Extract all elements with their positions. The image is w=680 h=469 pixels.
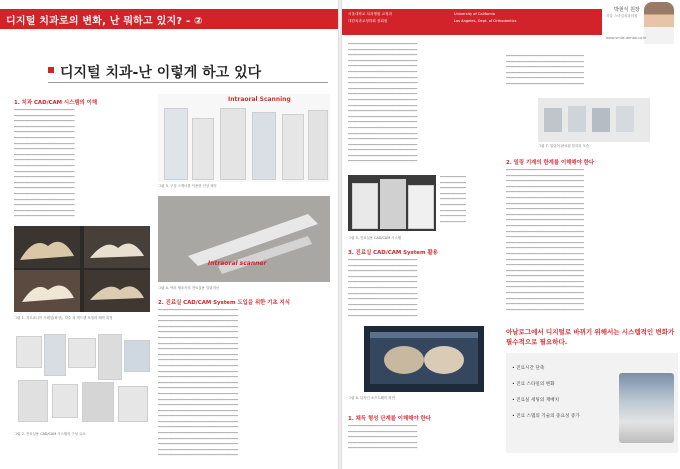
intraoral-scanning-label: Intraoral Scanning — [228, 96, 291, 103]
section-2-body: ━━━━━━━━━━━━━━━━━━━━━━━━━━━━━━━━━━━━━ ━━━━━━━━━━━━━━━━━━━━━━━━━━━━━━━━━━━━━ ━━━━━━━━━━━━━━━━━━━━━━━━━━━━━━━━━━━━━ ━━━━━━━━━━━━━━━━━━━━━━━━━━━━━━━━━━━━━ ━━━━━━━━━━━━━━━━━━━━━━━━━━━━━━━━━━━━━ ━━━━━━━━━━━━━━━━━━━━━━━━━━━━━━━━━━━━━ ━━━━━━━━━━━━━━━━━━━━━━━━━━━━━━━━━━━━━ ━━━━━━━━━━━━━━━━━━━━━━━━━━━━━━━━━━━━━ ━━━━━━━━━━━━━━━━━━━━━━━━━━━━━━━━━━━━━ ━━━━━━━━━━━━━━━━━━━━━━━━━━━━━━━━━━━━━ ━━━━━━━━━━━━━━━━━━━━━━━━━━━━━━━━━━━━━ ━━━━━━━━━━━━━━━━━━━━━━━━━━━━━━━━━━━━━ ━━━━━━━━━━━━━━━━━━━━━━━━━━━━━━━━━━━━━ ━━━━━━━━━━━━━━━━━━━━━━━━━━━━━━━━━━━━━ ━━━━━━━━━━━━━━━━━━━━━━━━━━━━━━━━━━━━━ ━━━━━━━━━━━━━━━━━━━━━━━━━━━━━━━━━━━━━ ━━━━━━━━━━━━━━━━━━━━━━━━━━━━━━━━━━━━━ ━━━━━━━━━━━━━━━━━━━━━━━━━━━━━━━━━━━━━ ━━━━━━━━━━━━━━━━━━━━━━━━━━━━━━━━━━━━━ ━━━━━━━━━━━━━━━━━━━━━━━━━━━━━━━━━━━━━ ━━━━━━━━━━━━━━━━━━━━━━━━━━━━━━━━━━━━━ ━━━━━━━━━━━━━━━━━━━━━━━━━━━━━━━━━━━━━ ━━━━━━━━━━━━━━━━━━━━━━━━━━━━━━━━━━━━━ ━━━━━━━━━━━━━━━━━━━━━━━━━━━━━━━━━━━━━ ━━━━━━━━━━━━━━━━━━━━━━━━━━━━━━━━━━━━━ ━━━━━━━━━━━━━━━━━━━━━━━━━━━━━━━━━━━━━ ━━━━━━━━━━━━━━━━━━━━━━━━━━━━━━━━━━━━━ — [158, 308, 239, 458]
author-affiliation: 서울 스마일치과의원 — [606, 14, 638, 18]
figure-1-caption: 그림 1. 지르코니아 프레임(좌상), 다수 치 캐드캠 보철의 제작 과정 — [14, 316, 113, 320]
mill-unit-3 — [408, 185, 434, 229]
zirconia-frames-image — [14, 226, 150, 312]
figure-milled-blocks — [538, 98, 650, 142]
section-1-body: ━━━━━━━━━━━━━━━━━━━━━━━━━━━━ ━━━━━━━━━━━━━━━━━━━━━━━━━━━━ ━━━━━━━━━━━━━━━━━━━━━━━━━━━━ ━━━━━━━━━━━━━━━━━━━━━━━━━━━━ ━━━━━━━━━━━━━━━━━━━━━━━━━━━━ ━━━━━━━━━━━━━━━━━━━━━━━━━━━━ ━━━━━━━━━━━━━━━━━━━━━━━━━━━━ ━━━━━━━━━━━━━━━━━━━━━━━━━━━━ ━━━━━━━━━━━━━━━━━━━━━━━━━━━━ ━━━━━━━━━━━━━━━━━━━━━━━━━━━━ ━━━━━━━━━━━━━━━━━━━━━━━━━━━━ ━━━━━━━━━━━━━━━━━━━━━━━━━━━━ ━━━━━━━━━━━━━━━━━━━━━━━━━━━━ ━━━━━━━━━━━━━━━━━━━━━━━━━━━━ ━━━━━━━━━━━━━━━━━━━━━━━━━━━━ ━━━━━━━━━━━━━━━━━━━━━━━━━━━━ ━━━━━━━━━━━━━━━━━━━━━━━━━━━━ ━━━━━━━━━━━━━━━━━━━━━━━━━━━━ ━━━━━━━━━━━━━━━━━━━━━━━━━━━━ ━━━━━━━━━━━━━━━━━━━━━━━━━━━━ — [14, 108, 75, 219]
figure-system-components — [14, 332, 150, 428]
milled-blocks-image — [538, 98, 650, 142]
highlight-item-3: • 진료실 세팅의 재배치 — [512, 398, 560, 403]
machine-8 — [82, 382, 114, 422]
figure-6-caption: 그림 6. 디자인 소프트웨어 화면 — [348, 396, 395, 400]
machine-3 — [68, 338, 96, 368]
machine-1 — [16, 336, 42, 368]
right-header-line-2: 대한치과교정학회 정회원 — [348, 19, 388, 23]
figure-3-caption: 그림 3. 구강 스캐너를 이용한 인상 채득 — [158, 184, 217, 188]
figure-4-caption: 그림 4. 여러 제조사의 진료실용 밀링머신 — [158, 286, 220, 290]
section-heading-4: 2. 밀링 기계의 한계를 이해해야 한다 — [506, 160, 595, 166]
scanner-cart-3 — [220, 108, 246, 180]
intraoral-scanner-label: Intraoral scanner — [208, 260, 267, 267]
left-page — [0, 0, 338, 469]
scanner-cart-1 — [164, 108, 188, 180]
highlight-quote: 아날로그에서 디지털로 바뀌기 위해서는 시스템적인 변화가 필수적으로 필요하다. — [506, 328, 675, 346]
right-header-line-1: 서울대학교 치과병원 교정과 — [348, 12, 392, 16]
col1-body-top: ━━━━━━━━━━━━━━━━━━━━━━━━━━━━━━━━ ━━━━━━━━━━━━━━━━━━━━━━━━━━━━━━━━ ━━━━━━━━━━━━━━━━━━━━━━━━━━━━━━━━ ━━━━━━━━━━━━━━━━━━━━━━━━━━━━━━━━ ━━━━━━━━━━━━━━━━━━━━━━━━━━━━━━━━ ━━━━━━━━━━━━━━━━━━━━━━━━━━━━━━━━ ━━━━━━━━━━━━━━━━━━━━━━━━━━━━━━━━ ━━━━━━━━━━━━━━━━━━━━━━━━━━━━━━━━ ━━━━━━━━━━━━━━━━━━━━━━━━━━━━━━━━ ━━━━━━━━━━━━━━━━━━━━━━━━━━━━━━━━ ━━━━━━━━━━━━━━━━━━━━━━━━━━━━━━━━ ━━━━━━━━━━━━━━━━━━━━━━━━━━━━━━━━ ━━━━━━━━━━━━━━━━━━━━━━━━━━━━━━━━ ━━━━━━━━━━━━━━━━━━━━━━━━━━━━━━━━ ━━━━━━━━━━━━━━━━━━━━━━━━━━━━━━━━ ━━━━━━━━━━━━━━━━━━━━━━━━━━━━━━━━ ━━━━━━━━━━━━━━━━━━━━━━━━━━━━━━━━ ━━━━━━━━━━━━━━━━━━━━━━━━━━━━━━━━ ━━━━━━━━━━━━━━━━━━━━━━━━━━━━━━━━ ━━━━━━━━━━━━━━━━━━━━━━━━━━━━━━━━ ━━━━━━━━━━━━━━━━━━━━━━━━━━━━━━━━ ━━━━━━━━━━━━━━━━━━━━━━━━━━━━━━━━ — [348, 42, 418, 164]
author-name: 박현식 원장 — [614, 7, 640, 13]
figure-intraoral-scanning — [158, 94, 330, 182]
machine-4 — [98, 334, 122, 380]
highlight-item-1: • 진료시간 단축 — [512, 366, 545, 371]
highlight-list-box — [506, 353, 678, 453]
col1-side-body: ━━━━━━━━━━━━ ━━━━━━━━━━━━ ━━━━━━━━━━━━ ━━━━━━━━━━━━ ━━━━━━━━━━━━ ━━━━━━━━━━━━ ━━━━━━━━━━━━ ━━━━━━━━━━━━ ━━━━━━━━━━━━ — [440, 175, 466, 224]
scanner-cart-5 — [282, 114, 304, 180]
machine-7 — [52, 384, 78, 418]
title-rule — [48, 82, 328, 83]
author-photo — [644, 2, 674, 44]
col2-body-top: ━━━━━━━━━━━━━━━━━━━━━━━━━━━━━━━━━━━━ ━━━━━━━━━━━━━━━━━━━━━━━━━━━━━━━━━━━━ ━━━━━━━━━━━━━━━━━━━━━━━━━━━━━━━━━━━━ ━━━━━━━━━━━━━━━━━━━━━━━━━━━━━━━━━━━━ ━━━━━━━━━━━━━━━━━━━━━━━━━━━━━━━━━━━━ ━━━━━━━━━━━━━━━━━━━━━━━━━━━━━━━━━━━━ — [506, 54, 584, 86]
right-header-line-3: University of California — [454, 12, 495, 16]
highlight-item-2: • 진료 스타일의 변화 — [512, 382, 555, 387]
left-header-band — [0, 9, 338, 29]
figure-intraoral-scanner — [158, 196, 330, 282]
mill-unit-2 — [380, 179, 406, 229]
figure-zirconia-frames — [14, 226, 150, 312]
highlight-item-4: • 진료 스탭의 기술의 중요성 증가 — [512, 414, 580, 419]
figure-7-caption: 그림 7. 밀링이 완료된 블록의 모습 — [538, 144, 590, 148]
scanner-cart-4 — [252, 112, 276, 180]
section-4-body: ━━━━━━━━━━━━━━━━━━━━━━━━━━━━━━━━━━━━ ━━━━━━━━━━━━━━━━━━━━━━━━━━━━━━━━━━━━ ━━━━━━━━━━━━━━━━━━━━━━━━━━━━━━━━━━━━ ━━━━━━━━━━━━━━━━━━━━━━━━━━━━━━━━━━━━ ━━━━━━━━━━━━━━━━━━━━━━━━━━━━━━━━━━━━ ━━━━━━━━━━━━━━━━━━━━━━━━━━━━━━━━━━━━ ━━━━━━━━━━━━━━━━━━━━━━━━━━━━━━━━━━━━ ━━━━━━━━━━━━━━━━━━━━━━━━━━━━━━━━━━━━ ━━━━━━━━━━━━━━━━━━━━━━━━━━━━━━━━━━━━ ━━━━━━━━━━━━━━━━━━━━━━━━━━━━━━━━━━━━ ━━━━━━━━━━━━━━━━━━━━━━━━━━━━━━━━━━━━ ━━━━━━━━━━━━━━━━━━━━━━━━━━━━━━━━━━━━ ━━━━━━━━━━━━━━━━━━━━━━━━━━━━━━━━━━━━ ━━━━━━━━━━━━━━━━━━━━━━━━━━━━━━━━━━━━ ━━━━━━━━━━━━━━━━━━━━━━━━━━━━━━━━━━━━ ━━━━━━━━━━━━━━━━━━━━━━━━━━━━━━━━━━━━ ━━━━━━━━━━━━━━━━━━━━━━━━━━━━━━━━━━━━ ━━━━━━━━━━━━━━━━━━━━━━━━━━━━━━━━━━━━ ━━━━━━━━━━━━━━━━━━━━━━━━━━━━━━━━━━━━ ━━━━━━━━━━━━━━━━━━━━━━━━━━━━━━━━━━━━ ━━━━━━━━━━━━━━━━━━━━━━━━━━━━━━━━━━━━ ━━━━━━━━━━━━━━━━━━━━━━━━━━━━━━━━━━━━ ━━━━━━━━━━━━━━━━━━━━━━━━━━━━━━━━━━━━ ━━━━━━━━━━━━━━━━━━━━━━━━━━━━━━━━━━━━ ━━━━━━━━━━━━━━━━━━━━━━━━━━━━━━━━━━━━ ━━━━━━━━━━━━━━━━━━━━━━━━━━━━━━━━━━━━ — [506, 168, 584, 312]
figure-5-caption: 그림 5. 진료실용 CAD/CAM 시스템 — [348, 236, 402, 240]
machine-6 — [18, 380, 48, 422]
machine-5 — [124, 340, 150, 372]
right-page — [342, 0, 680, 469]
article-title: 디지털 치과-난 이렇게 하고 있다 — [60, 62, 330, 82]
section-3-body: ━━━━━━━━━━━━━━━━━━━━━━━━━━━━━━━━ ━━━━━━━━━━━━━━━━━━━━━━━━━━━━━━━━ ━━━━━━━━━━━━━━━━━━━━━━━━━━━━━━━━ ━━━━━━━━━━━━━━━━━━━━━━━━━━━━━━━━ ━━━━━━━━━━━━━━━━━━━━━━━━━━━━━━━━ ━━━━━━━━━━━━━━━━━━━━━━━━━━━━━━━━ ━━━━━━━━━━━━━━━━━━━━━━━━━━━━━━━━ ━━━━━━━━━━━━━━━━━━━━━━━━━━━━━━━━ ━━━━━━━━━━━━━━━━━━━━━━━━━━━━━━━━ ━━━━━━━━━━━━━━━━━━━━━━━━━━━━━━━━ ━━━━━━━━━━━━━━━━━━━━━━━━━━━━━━━━ — [348, 258, 418, 318]
scanner-cart-2 — [192, 118, 214, 180]
section-heading-2: 2. 진료실 CAD/CAM System 도입을 위한 기초 지식 — [158, 300, 290, 306]
software-screen-image — [364, 326, 484, 392]
highlight-photo — [619, 373, 674, 443]
scanner-image — [158, 196, 330, 282]
scanner-cart-6 — [308, 110, 328, 180]
figure-milling-machines — [348, 175, 436, 231]
section-5-body: ━━━━━━━━━━━━━━━━━━━━━━━━━━━━━━━━ ━━━━━━━━━━━━━━━━━━━━━━━━━━━━━━━━ ━━━━━━━━━━━━━━━━━━━━━━━━━━━━━━━━ ━━━━━━━━━━━━━━━━━━━━━━━━━━━━━━━━ ━━━━━━━━━━━━━━━━━━━━━━━━━━━━━━━━ — [348, 424, 418, 451]
figure-2-caption: 그림 2. 진료실용 CAD/CAM 시스템의 구성 요소 — [14, 432, 86, 436]
section-heading-5: 1. 채득 형성 단계를 이해해야 한다 — [348, 416, 431, 422]
figure-design-software — [364, 326, 484, 392]
section-heading-3: 3. 진료실 CAD/CAM System 활용 — [348, 250, 438, 256]
section-heading-1: 1. 치과 CAD/CAM 시스템의 이해 — [14, 100, 98, 106]
left-header-title: 디지털 치과로의 변화, 난 뭐하고 있지? - ② — [6, 16, 203, 27]
author-box — [602, 0, 680, 50]
right-header-line-4: Los Angeles, Dept. of Orthodontics — [454, 19, 517, 23]
author-website: www.smile-dental.co.kr — [606, 36, 647, 40]
machine-9 — [118, 386, 148, 422]
machine-2 — [44, 334, 66, 376]
mill-unit-1 — [352, 183, 378, 229]
